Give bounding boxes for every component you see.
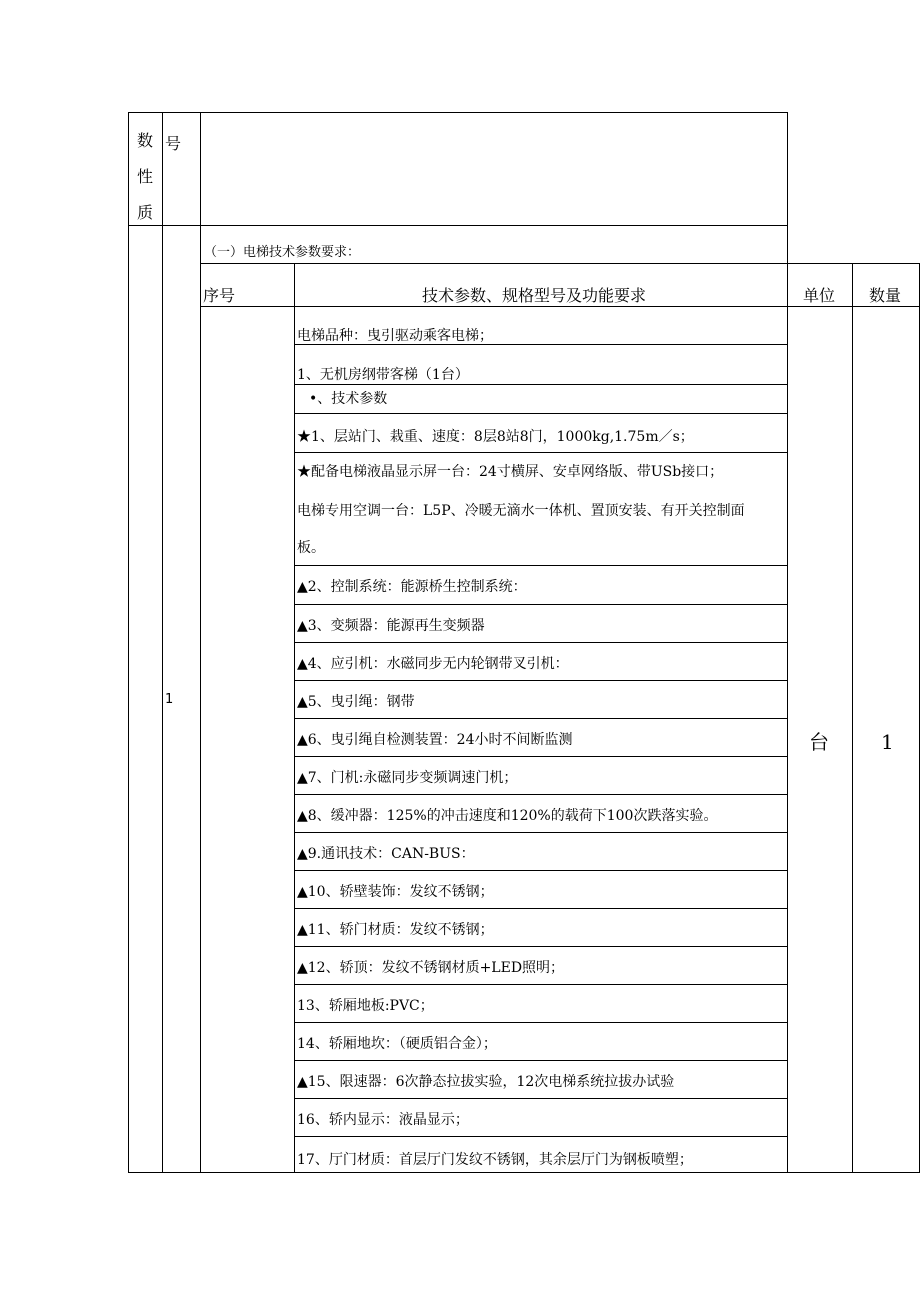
spec-line: ▲11、轿门材质：发纹不锈钢； — [297, 922, 494, 938]
spec-line: 电梯专用空调一台：L5P、冷暖无滴水一体机、置顶安装、有开关控制面 — [297, 503, 745, 519]
spec-line: 板。 — [297, 540, 325, 556]
spec-line: ▲10、轿壁装饰：发纹不锈钢； — [297, 884, 494, 900]
grid-line-subheader-top — [200, 263, 920, 264]
grid-line-header-bottom — [128, 225, 788, 226]
spec-line: ▲6、曳引绳自检测装置：24小时不间断监测 — [297, 732, 573, 748]
header-char-3: 质 — [137, 203, 154, 222]
spec-line: 1、无机房纲带客梯（1台） — [297, 367, 469, 383]
spec-line: 16、轿内显示：液晶显示； — [297, 1112, 469, 1128]
grid-line-subheader-bottom — [200, 306, 920, 307]
spec-line: •、技术参数 — [309, 391, 388, 407]
row-index: 1 — [165, 692, 174, 707]
column-header-qty: 数量 — [869, 286, 902, 305]
spec-line: ▲3、变频器：能源再生变频器 — [297, 618, 485, 634]
unit-value: 台 — [809, 730, 829, 754]
header-char-2: 性 — [137, 167, 154, 186]
grid-line-left — [128, 112, 129, 1173]
spec-line: ▲15、限速器：6次静态拉拔实验，12次电梯系统拉拔办试验 — [297, 1074, 675, 1090]
spec-line: 14、轿厢地坎：（硬质铝合金）； — [297, 1036, 497, 1052]
spec-line: 13、轿厢地板:PVC； — [297, 998, 434, 1014]
spec-line: ▲9.通讯技术：CAN-BUS： — [297, 846, 475, 862]
column-header-unit: 单位 — [803, 286, 836, 305]
spec-line: ▲2、控制系统：能源桥生控制系统： — [297, 579, 527, 595]
spec-line: ▲7、门机:永磁同步变频调速门机； — [297, 770, 518, 786]
column-header-seq: 序号 — [203, 286, 236, 305]
grid-line-top — [128, 112, 788, 113]
spec-line: ▲4、应引机：水磁同步无内轮钢带叉引机： — [297, 656, 569, 672]
spec-line: ★1、层站门、栽重、速度：8层8站8门，1000kg,1.75m／s； — [297, 429, 694, 445]
spec-line: ▲5、曳引绳：钢带 — [297, 694, 415, 710]
spec-line: ▲8、缓冲器：125%的冲击速度和120%的载荷下100次跌落实验。 — [297, 808, 718, 824]
grid-line-bottom — [128, 1172, 920, 1173]
spec-line: 17、厅门材质：首层厅门发纹不锈钢，其余层厅门为钢板喷塑； — [297, 1152, 693, 1168]
column-header-spec: 技术参数、规格型号及功能要求 — [422, 286, 647, 305]
spec-line: ▲12、轿顶：发纹不锈钢材质+LED照明； — [297, 960, 565, 976]
header-char-1: 数 — [137, 131, 154, 150]
section-title: （一）电梯技术参数要求： — [204, 245, 361, 260]
spec-line: 电梯品种：曳引驱动乘客电梯； — [297, 328, 493, 344]
header-number-label: 号 — [165, 134, 182, 153]
spec-line: ★配备电梯液晶显示屏一台：24寸横屏、安卓网络版、带USb接口； — [297, 464, 724, 480]
qty-value: 1 — [881, 730, 894, 754]
